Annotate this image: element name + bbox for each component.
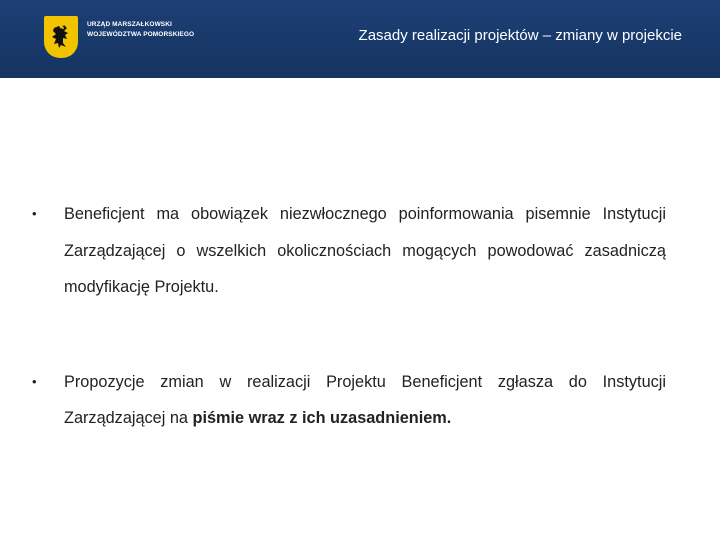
bullet-text-2: Propozycje zmian w realizacji Projektu Beneficjent zgłasza do Instytucji Zarządzającej na [64, 372, 666, 427]
logo [44, 16, 194, 58]
bullet-dot: • [32, 373, 37, 389]
bullet-item-1 [30, 196, 666, 306]
slide-content [30, 196, 666, 437]
bullet-dot: • [32, 206, 37, 221]
bullet-item-2 [30, 364, 666, 437]
org-name-line-1: URZĄD MARSZAŁKOWSKI [87, 21, 172, 28]
slide-title: Zasady realizacji projektów – zmiany w projekcie [358, 27, 682, 44]
org-name-line-2: WOJEWÓDZTWA POMORSKIEGO [87, 31, 195, 38]
bullet-text-1: Beneficjent ma obowiązek niezwłocznego poinformowania pisemnie Instytucji Zarządzającej o wszelkich okolicznościach mogących powodować zasadniczą modyfikację Projektu. [64, 205, 666, 296]
bullet-text-2-emphasis: piśmie wraz z ich uzasadnieniem. [192, 409, 452, 427]
griffin-crest-icon [44, 16, 78, 58]
organization-name [87, 20, 194, 40]
header-bar [0, 0, 720, 78]
